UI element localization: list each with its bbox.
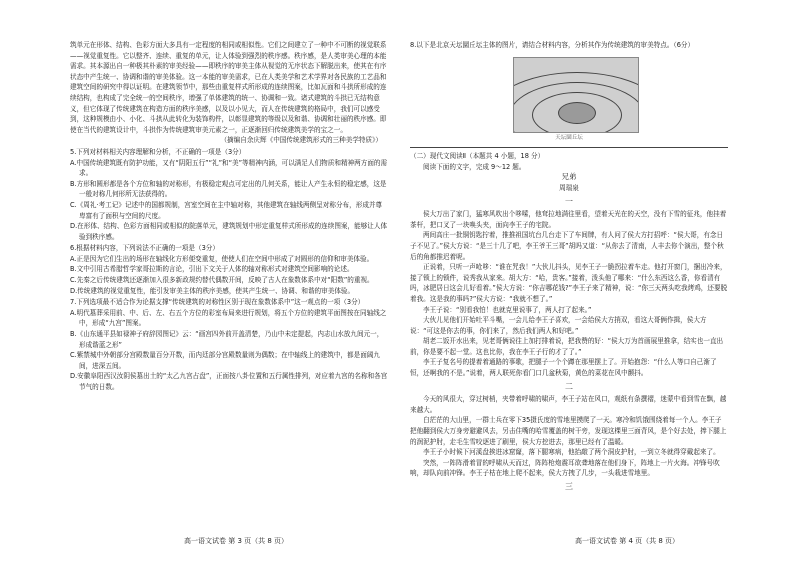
story-paragraph: 突然，一阵阵滑着冒的呼啸从天而过，阵阵枪炮震耳欲聋地落在他们身下，阵地上一片火海。冲锋号吹响，却队向前冲锋。李王子枯在地上爬不起来，侯大方拽了几步，一头栽进雪地里。 xyxy=(410,458,720,478)
story-paragraph: 李王子小时候下河溪盘挨进冰窟窿，落下腿寒病，他抬敲了两个洞皮护肘，一到立冬就得穿戴起来了。 xyxy=(423,448,720,457)
option-7d: D.安徽阜阳西汉汝阴侯墓出土的“太乙九宫占盘”，正面按八卦位置和五行属性排列，对应着九宫的名称和各宫节气的日数。 xyxy=(70,372,388,391)
question-8: 8.以下是北京天坛圜丘坛主体的图片，请结合材料内容，分析其作为传统建筑的审美特点。（6分） xyxy=(410,41,695,49)
option-5d: D.在形体、结构、色彩方面相同或相似的院落单元，建筑规划中形定重复样式所形成的连续图案，能够让人体验到秩序感。 xyxy=(70,222,388,241)
option-6b: B.文中引用古希腊哲学家哥拉斯的言论，引出下文关于人体的轴对称形式对建筑空间影响的论述。 xyxy=(70,265,354,274)
option-6d: D.传统建筑的视觉重复性，能引发审美主体的秩序美感，使其产生统一、协调、和谐的审美体验。 xyxy=(70,286,355,295)
story-title: 兄弟 xyxy=(561,172,577,182)
source-citation: （摘编自余庆辉《中国传统建筑形式的三种美学特质》） xyxy=(220,136,382,145)
story-paragraph: 今天的风很大，穿过树梢，夹带着呼啸的啸声，李王子站在风口，观纸有条撰褶，迷蒙中看到雪在飘，越来越大。 xyxy=(410,395,727,414)
passage-paragraph: 筑单元在形体、结构、色彩方面大多具有一定程度的相同或相似性。它们之间建立了一种中不可断的视觉联系——视觉重复性。它以整齐、连续、重复的单元，让人体验到强烈的秩序感。秩序感，是人类审美心理的本能需求。其本源出自一种极其朴素的审美经验——即秩序的审美主体从视觉的无序状态下解脱出来，使其在有序状态中产生统一、协调和谐的审美体验。这一本能的审美需求，已在人类美学和艺术学界对各民族的工艺品和建筑空间的研究中得以证明。在建筑领节中，那些由重复样式所形成的连续图案，比如瓦面和斗拱所形成的连续结构，也构成了完全统一的空间秩序，增强了单体建筑的统一、协调和一致。诸式建筑的斗拱已无结构意义，但它体现了传统建筑在构造方面的秩序美感，以及以小见大，而人在传统建筑的格局中，我们可以感受到，这种规模由小、小化、斗拱从此转化为装饰构件，以彰显建筑的等级以及和谐、协调和壮丽的秩序感。即使在当代的建筑设计中，斗拱作为传统建筑审美元素之一，正逐渐回归传统建筑美学的宝之一。 xyxy=(70,41,387,134)
story-paragraph: 白茫茫的大山里，一群士兵在零下35摄氏度的雪地里摸爬了一天。寒冷和饥饿围绕着每一个人。李王子把他翻到侯大万身旁避避风去，另击住嘴的哈雪覆盖的树干旁，发现这棵里三面背风，是个好去处，捧下腿上的润泥护肘，走毛生雪咬逐进了刷里，侯大方挖进去，那里已经有了温暖。 xyxy=(410,416,727,446)
story-author: 周瑞泉 xyxy=(559,183,579,192)
right-column xyxy=(410,40,728,495)
part-three-number: 三 xyxy=(565,482,573,491)
option-5c: C.《周礼·考工记》记述中的国都规制，宫室空间在主中轴对称，其他建筑在轴线两侧呈对称分布，形成并尊卑富有了面积与空间的尺度。 xyxy=(70,200,383,220)
page-footer-left: 高一语文试卷 第 3 页（共 8 页） xyxy=(184,537,289,545)
story-paragraph: 大伙儿见他们开始吐平斗嘴，一会儿给李王子喜欢，一会给侯大方捎双，看这大哥俩作揖，侯大方说：“可这是你去的事，你们来了，然后我们两人和好吧。” xyxy=(410,316,707,335)
option-7a: A.明代墓葬采用前、中、后、左、右五个方位的彩室布局来进行规划，将五个方位的建筑平面图按在同轴线之中，形成“九宫”图案。 xyxy=(70,308,387,328)
option-5b: B.方形和圆形都是各个方位和轴的对称形，有极稳定观点可定出的几何关系，能让人产生永恒的稳定感，这是一般对称几何形所无法获得的。 xyxy=(70,179,387,199)
option-7b: B.《山东通平县如禄神子府辞园图记》云：“画宫四外前开盖清楚，乃山中未定提起，内志山水放九间元一，形成谐蓝之形” xyxy=(70,330,384,349)
option-5a: A.中国传统建筑既有防护功能，又有“阴阳五行”“礼”和“美”等精神内涵，可以满足人们物质和精神两方面的需求。 xyxy=(70,158,388,178)
option-7c: C.紫禁城中外朝部分宫殿数量百分开数，而内廷部分宫殿数量则为偶数；在中轴线上的建筑中，都是面阔九间，进深五间。 xyxy=(70,351,381,370)
question-5: 5.下列对材料相关内容理解和分析，不正确的一项是（3分） xyxy=(70,147,246,156)
reading-instruction: 阅读下面的文字，完成 9～12 题。 xyxy=(423,162,526,171)
story-paragraph: 侯大万出了家门，猛寒风吹出个哆嗦，他耷拉地满往里看，望着天光在的天空，没有下雪的征兆，他挂着茶杆，把口叉了一块唤头夹，面向李王子的宅院。 xyxy=(410,210,727,229)
part-two-number: 二 xyxy=(565,381,573,391)
section-divider xyxy=(410,147,728,148)
question-6: 6.根据材料内容，下列说法不正确的一项是（3分） xyxy=(70,244,219,253)
part-one-number: 一 xyxy=(565,196,573,206)
story-paragraph: 李王子说：“别看我怕！也就克里说事了，两人打了起来。” xyxy=(423,305,592,314)
story-paragraph: 李王子复名号的提着着通路的事歌，把腿子一个个蹲在那里摆上了。开始抱怨：“什么人等口自己渐了恒，还啊我的不是。”说着，两人联死你看门口几盆秋菊，黄色的菜花在风中颤抖。 xyxy=(410,358,717,378)
left-column xyxy=(70,40,388,393)
question-7: 7.下列选项最不适合作为论据支撑“传统建筑的对称性区别于现在象数体系中”这一观点的一项（3分） xyxy=(70,298,365,307)
temple-of-heaven-photo xyxy=(513,57,639,133)
option-6a: A.正是因为它们生出的场形在轴线化方形便变重复，使使人们在空间中形成了对圆形的信仰和审美体验。 xyxy=(70,254,374,263)
photo-caption: 天坛圜丘坛 xyxy=(555,134,583,141)
story-paragraph: 正说着，只听一声呛哆：“谁在咒我！”大伙儿抖头，见李王子一脆拐拉着车走。他打开窗门，捆出冷来，接了锁上的锁件，说秀我从家来。胡大方：“哈，贵客。”接着，泼头他了哪来：“什么东西这么香，你看清有吗，冰肥居日这会儿好看着。”侯大方说：“你吉哪花钱?”李王子来了精神，说：“你三天两头吃我烤鸡，还要脱着我。这是我的事吗?”侯大方说：“我就不想了。” xyxy=(410,263,728,303)
altar-center xyxy=(558,102,596,124)
story-paragraph: 胡老二饭开水出来，见老哥俩说往上加打排着说，把我赞的好：“侯大万为首画展里推拿，结实也一直出前，你是要不起一堂。这也比你，我在李王子行的才了了。” xyxy=(410,337,724,356)
story-paragraph: 两间高庄一批铜钥匙拧着，推推祖国坑台几台走下了车间牌，有人问了侯大方打招呼：“侯大哥，有念日子不见了。”侯大方说：“是三十几了吧，李王爷王三哥”胡吗又道：“从你去了清南，人丰去你个演出，整个秋后的角都推迟着呢。 xyxy=(410,231,724,261)
section-heading: （二）现代文阅读Ⅱ（本题共 4 小题，18 分） xyxy=(410,152,545,161)
option-6c: C.先秦之后传统建筑还逐渐加入很多新政规约替代偶数开间，反映了古人在象数体系中对“阳数”的重视。 xyxy=(70,276,374,285)
page-footer-right: 高一语文试卷 第 4 页（共 8 页） xyxy=(575,537,680,545)
